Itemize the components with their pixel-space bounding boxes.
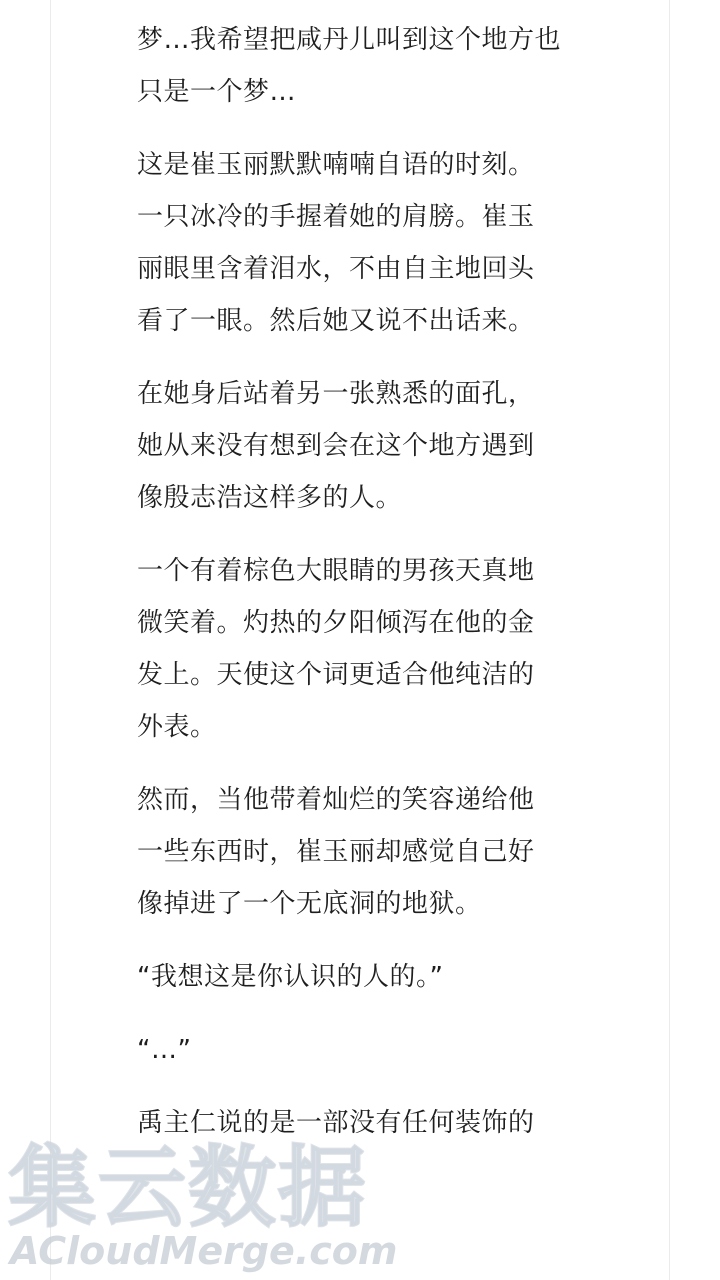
text-line: 看了一眼。然后她又说不出话来。 (137, 306, 535, 336)
text-line: 一只冰冷的手握着她的肩膀。崔玉 (137, 202, 535, 232)
text-line: “…” (137, 1035, 192, 1065)
text-line: 禹主仁说的是一部没有任何装饰的 (137, 1108, 535, 1138)
text-line: 一个有着棕色大眼睛的男孩天真地 (137, 556, 535, 586)
paragraph (137, 139, 597, 347)
paragraph (137, 1097, 597, 1149)
text-line: 微笑着。灼热的夕阳倾泻在他的金 (137, 608, 535, 638)
watermark-title: 集云数据 (8, 1136, 369, 1239)
article-body (137, 14, 597, 1170)
text-line: 然而，当他带着灿烂的笑容递给他 (137, 785, 535, 815)
text-line: 外表。 (137, 712, 217, 742)
text-line: 一些东西时，崔玉丽却感觉自己好 (137, 837, 535, 867)
paragraph (137, 1024, 597, 1076)
text-line: 只是一个梦… (137, 77, 297, 107)
text-line: 梦…我希望把咸丹儿叫到这个地方也 (137, 25, 562, 55)
text-line: “我想这是你认识的人的。” (137, 962, 444, 992)
watermark-url: ACloudMerge.com (10, 1229, 398, 1273)
paragraph (137, 368, 597, 524)
paragraph (137, 14, 597, 118)
text-line: 这是崔玉丽默默喃喃自语的时刻。 (137, 150, 535, 180)
left-border (50, 0, 51, 1280)
text-line: 像殷志浩这样多的人。 (137, 483, 403, 513)
text-line: 她从来没有想到会在这个地方遇到 (137, 431, 535, 461)
paragraph (137, 774, 597, 930)
paragraph (137, 545, 597, 753)
right-border (669, 0, 670, 1280)
text-line: 发上。天使这个词更适合他纯洁的 (137, 660, 535, 690)
text-line: 像掉进了一个无底洞的地狱。 (137, 889, 482, 919)
text-line: 丽眼里含着泪水，不由自主地回头 (137, 254, 535, 284)
text-line: 在她身后站着另一张熟悉的面孔， (137, 379, 535, 409)
paragraph (137, 951, 597, 1003)
